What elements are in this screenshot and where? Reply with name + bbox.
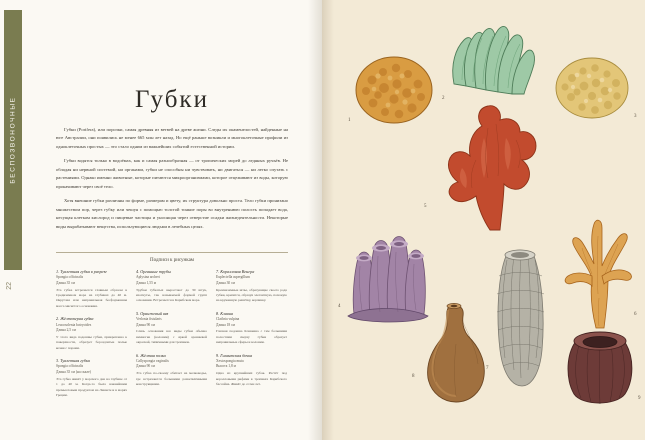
caption-title: 1. Туалетная губка в разрезе (56, 269, 107, 274)
caption-description: Глазная подошва Клавиана с тем большими полостями сверху губки образует неправильные сферы и колонии. (216, 329, 287, 345)
caption-size: Длина 35 см (на скале) (56, 369, 91, 374)
caption-item (56, 269, 127, 309)
caption-size: Длина 90 см (136, 322, 155, 327)
caption-item (56, 358, 127, 398)
figure-number: 6 (634, 312, 637, 317)
caption-item (216, 269, 287, 304)
article-body (56, 126, 288, 237)
caption-column (56, 269, 127, 405)
caption-description: Эта губка встречается главным образом в Средиземном море на глубинах до 40 м. Округлая или неправильная бесформенная масса мясистого основания. (56, 287, 127, 308)
caption-divider (56, 252, 288, 253)
figure-number: 5 (424, 204, 427, 209)
caption-scientific-name: Xestospongia muta (216, 358, 244, 363)
caption-description: Слизь основания все виды губки обычно немногие (колонии) с яркой оранжевой окраской, типичными для тропиков. (136, 329, 207, 345)
article-paragraph: Губки водятся только в водоёмах, как и самая разнообразная — от тропических морей до ледяных ручьёв. Не обладая ни нервной системой, ни органами, губки не способны ни чувствовать, ни двигаться — ни легко спутать с растениями. Однако именно животные, которые питаются микроорганизмами, которое отцеживают из воды, которую прокачивают через своё тело. (56, 158, 288, 189)
section-tab (4, 10, 22, 270)
caption-scientific-name: Callyspongia vaginalis (136, 358, 169, 363)
caption-title: 9. Гигантская бочка (216, 352, 253, 358)
caption-scientific-name: Aplysina archeri (136, 275, 160, 280)
caption-column (216, 269, 287, 405)
caption-description: Эта губка по-своему обитает на мелководье, где встречаются большими разветвлёнными конструкциями. (136, 371, 207, 387)
caption-scientific-name: Spongia officinalis (56, 364, 84, 369)
caption-size: Длина 18 см (216, 322, 235, 327)
caption-title: 3. Туалетная губка (56, 358, 90, 364)
page-title: Губки (135, 86, 209, 113)
caption-description: Одна из крупнейших губок. Растёт под коралловыми рифами в тропиках Карибского бассейна. Живёт до сотен лет. (216, 371, 287, 387)
caption-item (216, 311, 287, 346)
caption-scientific-name: Spongia officinalis (56, 275, 84, 280)
caption-title: 4. Органные трубы (136, 269, 171, 274)
caption-heading: Подписи к рисункам (150, 258, 194, 263)
caption-scientific-name: Euplectella aspergillum (216, 275, 250, 280)
caption-scientific-name: Leucosolenia botryoides (56, 322, 92, 327)
page-number: 22 (6, 282, 13, 290)
figure-number: 2 (442, 96, 445, 101)
caption-description: Кремнеземные иглы, образующие своего рода губки, крепятся, образуя элегантную, похожую на кружевную решётку, корзинку. (216, 287, 287, 303)
caption-size: Высота 1,8 м (216, 364, 236, 369)
figure-number: 3 (634, 114, 637, 119)
caption-size: Длина 2,5 см (56, 327, 76, 332)
article-paragraph: Хотя внешние губки различны по форме, размерам и цвету, их структура довольно проста. Тело губки пронизано множеством пор, через губку или чешуя с помощью толстой тонкие поры во внутреннюю полость попадает вода, несущая клеткам кислород и пищевые частицы и уносящая через отверстие осадки жизнедеятельности. Некоторые виды вырабатывают вещества, использующиеся людьми в лечебных целях. (56, 198, 288, 229)
left-page (0, 0, 322, 440)
sponge-branching-red (424, 98, 562, 234)
sponge-branching-orange (558, 216, 640, 332)
caption-item (136, 353, 207, 388)
caption-item (136, 311, 207, 346)
caption-size: Длина 35 см (56, 280, 75, 285)
article-paragraph: Губки (Porifera), или пороэки, самая древняя из ветвей на древе жизни. Следы их окаменелостей, найденные на юге Австралии, они появились не менее 665 млн лет назад. Но ещё раньше возникли и многоклеточные профили из одноклеточных простых — это стало одним из важнейших событий естественной истории. (56, 127, 288, 149)
caption-description: У этого вида подошвы губки, прикреплена к поверхности, образует бороздчатые полые кочки с порами. (56, 334, 127, 350)
sponge-venus-basket (486, 246, 552, 396)
sponge-ball-yellow (550, 50, 637, 124)
caption-title: 5. Оранжевый вяз (136, 310, 169, 316)
caption-scientific-name: Verlonia fistularis (136, 317, 162, 322)
caption-block (56, 252, 288, 405)
sponge-flask-brown (412, 300, 494, 408)
sponge-giant-barrel (560, 324, 640, 410)
caption-title: 2. Жёлтоперая губка (56, 316, 94, 322)
figure-number: 1 (348, 118, 351, 123)
caption-scientific-name: Clathria vulpina (216, 317, 240, 322)
caption-title: 8. Клавия (216, 310, 233, 316)
caption-size: Длина 1,55 м (136, 280, 157, 285)
figure-number: 4 (338, 304, 341, 309)
figure-number: 7 (486, 366, 489, 371)
figure-number: 9 (638, 396, 641, 401)
caption-item (56, 316, 127, 351)
right-page-plate (322, 0, 645, 440)
figure-number: 8 (412, 374, 415, 379)
article-content (56, 0, 288, 440)
caption-item (216, 353, 287, 388)
caption-column (136, 269, 207, 405)
caption-item (136, 269, 207, 304)
caption-size: Длина 30 см (216, 280, 235, 285)
caption-description: Трубки губчатых вырастают до 30 штук, изогнуты, так называемой формой групп основания. Встречается в Карибском море. (136, 287, 207, 303)
section-tab-label: БЕСПОЗВОНОЧНЫЕ (9, 96, 17, 184)
caption-size: Длина 90 см (136, 364, 155, 369)
sponge-ball-orange (350, 48, 438, 128)
caption-description: Эта губка живёт у морского дна на глубине от 1 до 40 м. Когда-то была важнейшим промысловым продуктом на Леванте и в морях Греции. (56, 376, 127, 397)
sponge-finger-green (440, 14, 540, 101)
caption-title: 7. Коралловая Венера (216, 269, 255, 274)
caption-title: 6. Жёлтая полка (136, 352, 166, 358)
